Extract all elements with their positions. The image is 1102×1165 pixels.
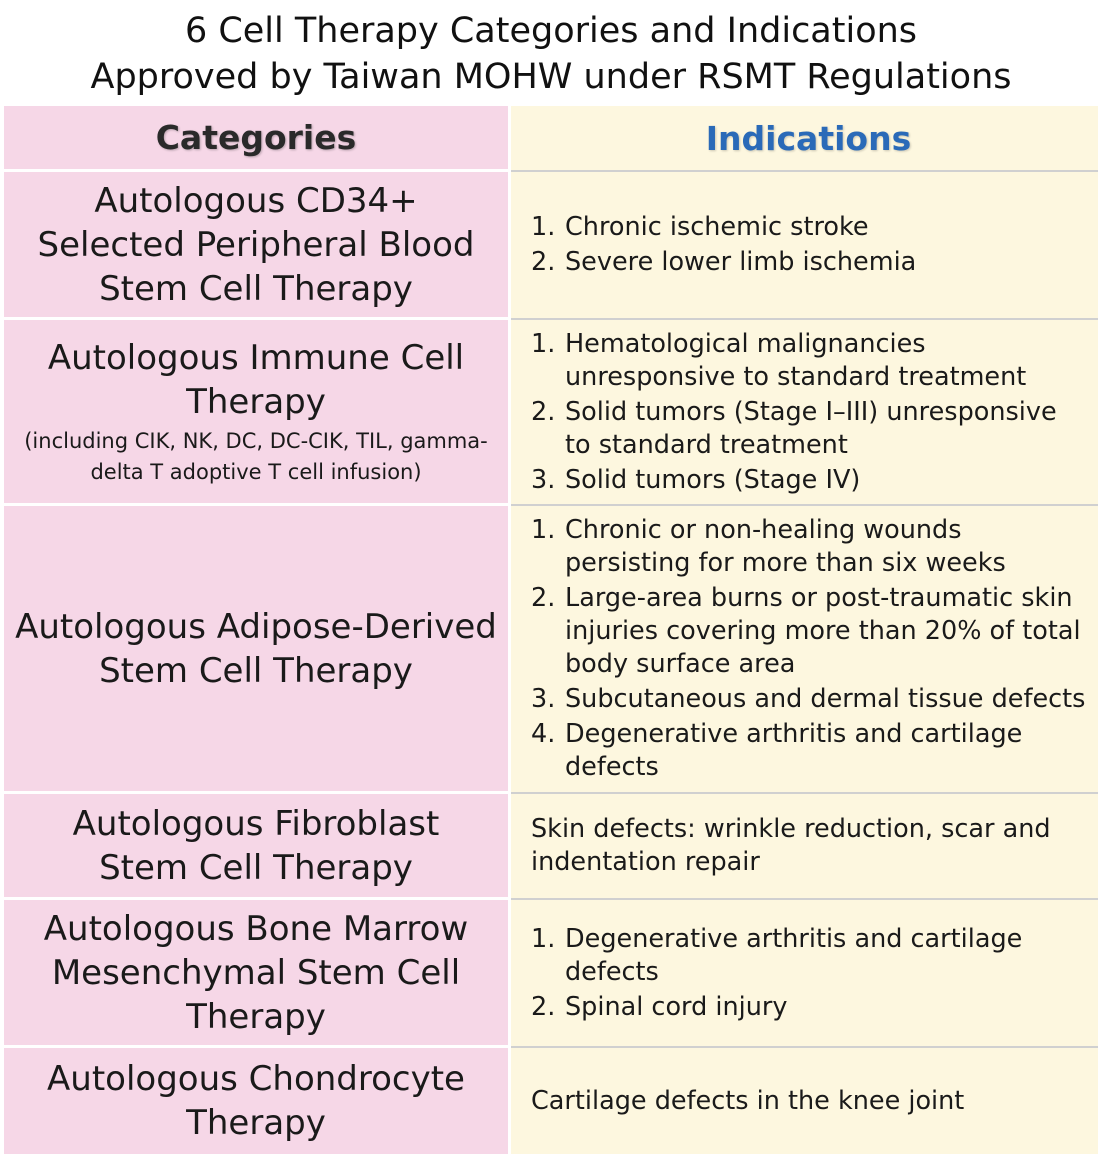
- category-cell: [4, 1048, 511, 1154]
- header-categories-label: Categories: [155, 118, 357, 157]
- category-note: (including CIK, NK, DC, DC-CIK, TIL, gamma-delta T adoptive T cell infusion): [24, 428, 488, 484]
- therapy-table: [4, 106, 1098, 1154]
- header-categories: [4, 106, 511, 172]
- indication-item: 3. Subcutaneous and dermal tissue defects: [531, 684, 1086, 714]
- category-name: Autologous Fibroblast Stem Cell Therapy: [72, 803, 440, 888]
- indication-list: [531, 209, 916, 281]
- header-indications-label: Indications: [705, 118, 912, 158]
- indication-list: [531, 512, 1086, 786]
- category-cell: [4, 320, 511, 506]
- indication-item: 1. Degenerative arthritis and cartilage defects: [531, 923, 1023, 987]
- indication-text: Cartilage defects in the knee joint: [531, 1085, 965, 1116]
- indications-cell: [511, 794, 1098, 900]
- category-name: Autologous Bone Marrow Mesenchymal Stem Cell Therapy: [43, 908, 469, 1037]
- category-name: Autologous Immune Cell Therapy: [47, 337, 465, 422]
- category-cell: [4, 172, 511, 320]
- indication-item: 1. Chronic or non-healing wounds persisting for more than six weeks: [531, 515, 1006, 578]
- category-cell: [4, 794, 511, 900]
- indication-item: 1. Hematological malignancies unresponsive to standard treatment: [531, 328, 1027, 392]
- indications-cell: [511, 506, 1098, 794]
- indication-item: 2. Large-area burns or post-traumatic skin injuries covering more than 20% of total body surface area: [531, 583, 1081, 679]
- indication-item: 3. Solid tumors (Stage IV): [531, 464, 861, 495]
- title-line-1: 6 Cell Therapy Categories and Indications: [184, 11, 918, 51]
- category-name: Autologous Chondrocyte Therapy: [47, 1059, 465, 1143]
- category-cell: [4, 900, 511, 1048]
- indication-text: Skin defects: wrinkle reduction, scar and indentation repair: [531, 814, 1051, 877]
- indication-item: 4. Degenerative arthritis and cartilage defects: [531, 719, 1023, 782]
- header-indications: [511, 106, 1098, 172]
- indication-item: 2. Solid tumors (Stage I–III) unresponsive to standard treatment: [531, 396, 1057, 460]
- indications-cell: [511, 320, 1098, 506]
- indications-cell: [511, 1048, 1098, 1154]
- indication-list: [531, 921, 1086, 1026]
- indication-item: 2. Severe lower limb ischemia: [531, 247, 917, 277]
- indication-item: 2. Spinal cord injury: [531, 991, 788, 1022]
- indication-list: [531, 326, 1086, 499]
- category-cell: [4, 506, 511, 794]
- indications-cell: [511, 172, 1098, 320]
- title-line-2: Approved by Taiwan MOHW under RSMT Regulations: [90, 57, 1012, 97]
- document-title: [0, 0, 1102, 106]
- indications-cell: [511, 900, 1098, 1048]
- category-name: Autologous CD34+ Selected Peripheral Blood Stem Cell Therapy: [37, 180, 475, 309]
- indication-item: 1. Chronic ischemic stroke: [531, 212, 869, 242]
- category-name: Autologous Adipose-Derived Stem Cell Therapy: [15, 606, 497, 691]
